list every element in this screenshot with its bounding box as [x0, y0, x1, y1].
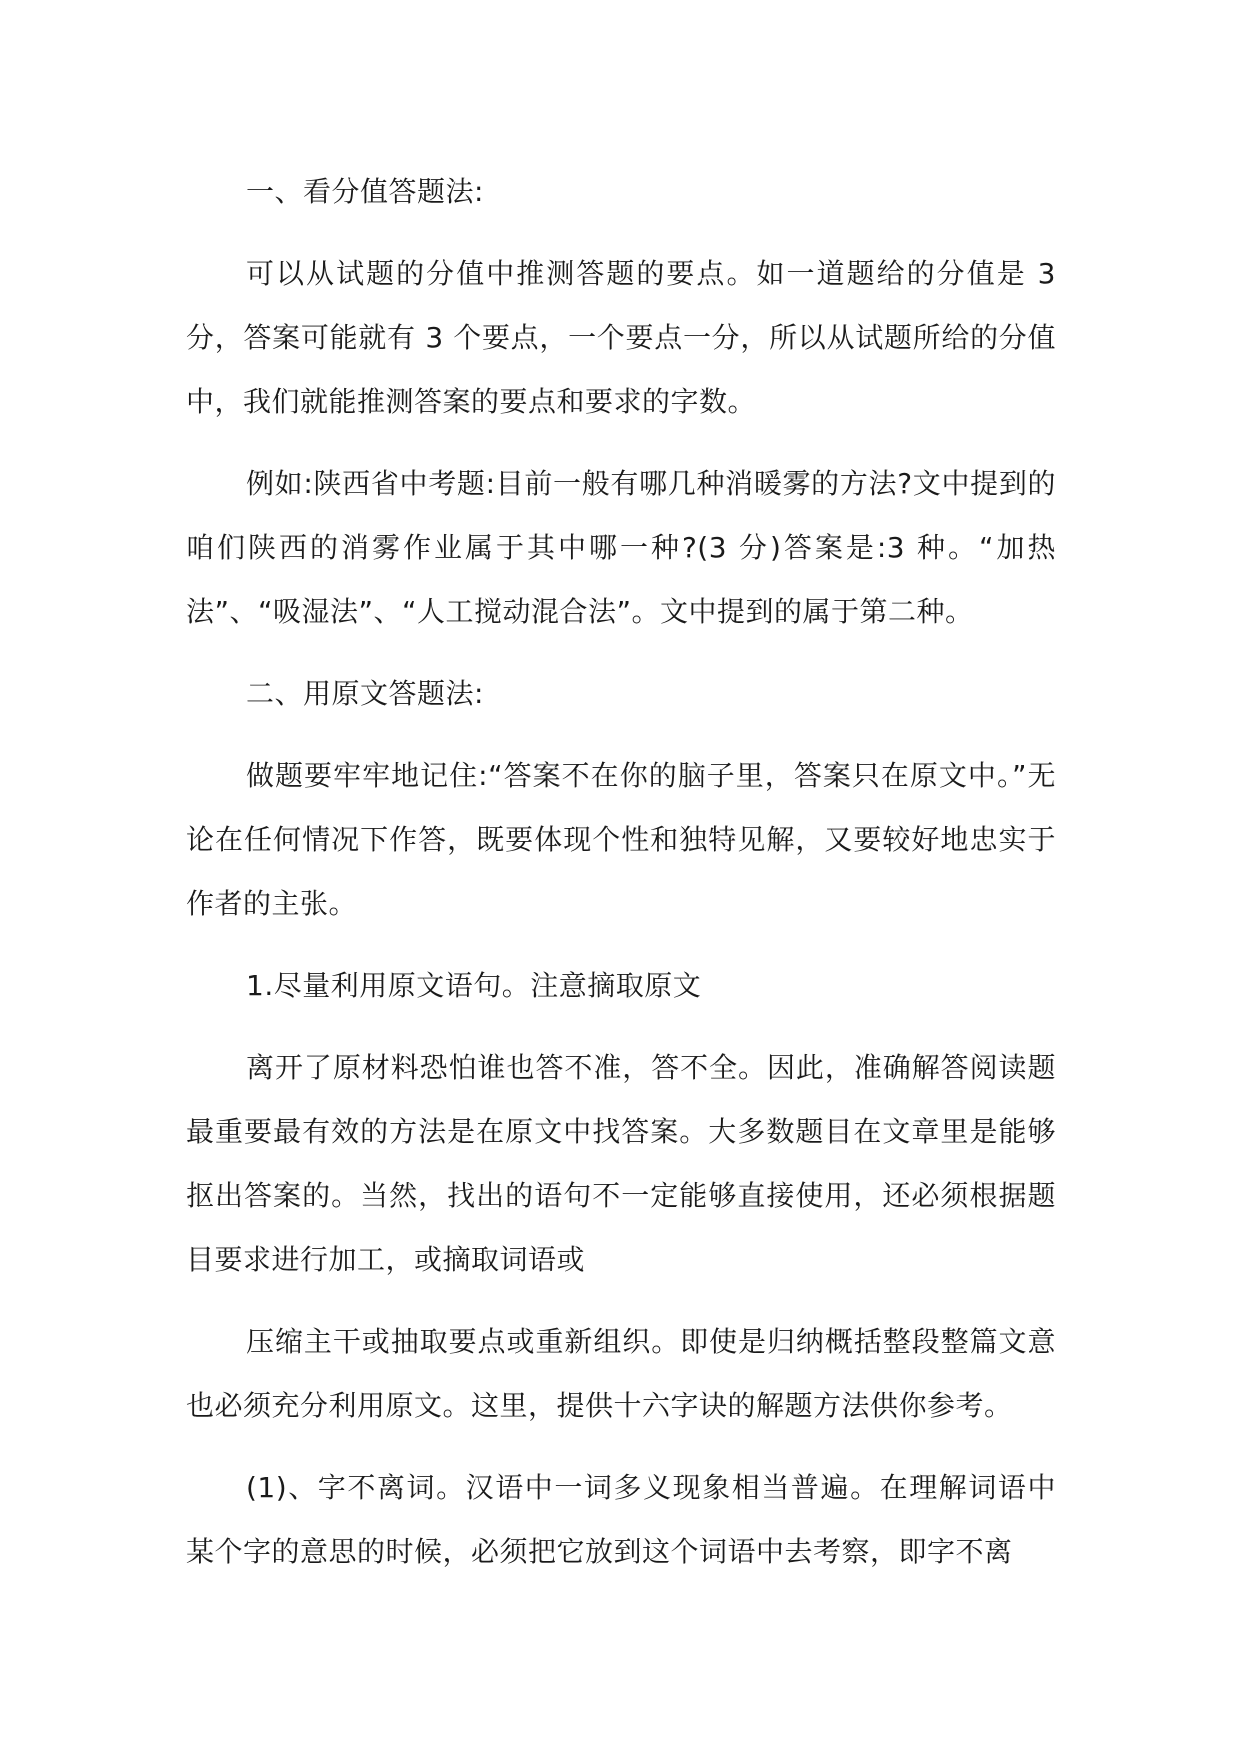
subheading-1: 1.尽量利用原文语句。注意摘取原文	[246, 969, 702, 1002]
paragraph-score-method: 可以从试题的分值中推测答题的要点。如一道题给的分值是 3 分，答案可能就有 3 个要点，一个要点一分，所以从试题所给的分值中，我们就能推测答案的要点和要求的字数。	[186, 257, 1056, 418]
document-body	[186, 160, 1056, 1602]
paragraph-compress: 压缩主干或抽取要点或重新组织。即使是归纳概括整段整篇文意也必须充分利用原文。这里，提供十六字诀的解题方法供你参考。	[186, 1325, 1056, 1422]
paragraph-original-text: 做题要牢牢地记住:“答案不在你的脑子里，答案只在原文中。”无论在任何情况下作答，既要体现个性和独特见解，又要较好地忠实于作者的主张。	[186, 759, 1056, 920]
paragraph-find-answer: 离开了原材料恐怕谁也答不准，答不全。因此，准确解答阅读题最重要最有效的方法是在原文中找答案。大多数题目在文章里是能够抠出答案的。当然，找出的语句不一定能够直接使用，还必须根据题目要求进行加工，或摘取词语或	[186, 1051, 1056, 1276]
paragraph-word-context: (1)、字不离词。汉语中一词多义现象相当普遍。在理解词语中某个字的意思的时候，必须把它放到这个词语中去考察，即字不离	[186, 1471, 1056, 1568]
section-heading-1: 一、看分值答题法:	[246, 175, 484, 208]
paragraph-example-shaanxi: 例如:陕西省中考题:目前一般有哪几种消暖雾的方法?文中提到的咱们陕西的消雾作业属于其中哪一种?(3 分)答案是:3 种。“加热法”、“吸湿法”、“人工搅动混合法”。文中提到的属于第二种。	[186, 467, 1056, 628]
section-heading-2: 二、用原文答题法:	[246, 677, 484, 710]
